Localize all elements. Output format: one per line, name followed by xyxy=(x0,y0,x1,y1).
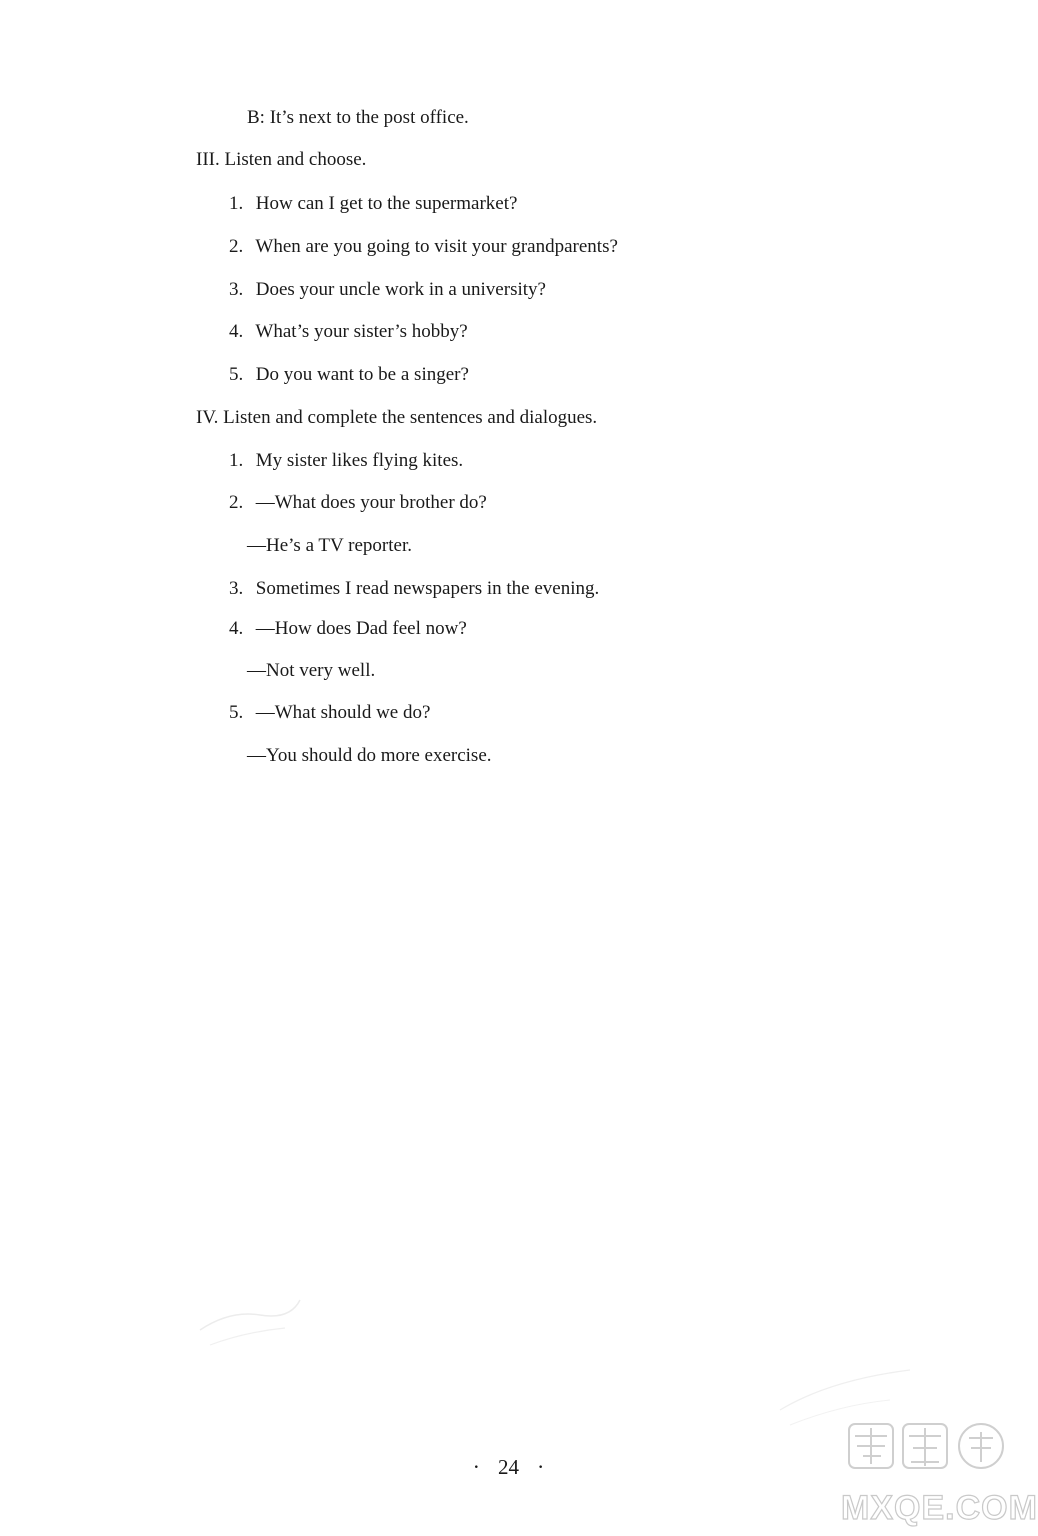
section-4-heading: IV. Listen and complete the sentences and dialogues. xyxy=(196,407,598,428)
section-4-item-3 xyxy=(229,577,599,601)
item-text: —What should we do? xyxy=(255,702,431,723)
item-number: 1. xyxy=(229,450,244,471)
watermark-text: MXQE.COM xyxy=(841,1489,1038,1527)
section-3-heading: III. Listen and choose. xyxy=(196,149,367,170)
dialogue-answer-b: B: It’s next to the post office. xyxy=(247,107,469,128)
item-number: 4. xyxy=(229,618,244,639)
section-3-item-2 xyxy=(229,235,618,259)
item-number: 2. xyxy=(229,492,244,513)
section-4-item-4-reply: —Not very well. xyxy=(247,660,376,681)
section-4-item-5-reply: —You should do more exercise. xyxy=(247,745,492,766)
item-number: 5. xyxy=(229,702,244,723)
item-number: 1. xyxy=(229,193,244,214)
item-text: How can I get to the supermarket? xyxy=(255,193,518,214)
item-number: 4. xyxy=(229,321,244,342)
item-text: Does your uncle work in a university? xyxy=(255,279,546,300)
section-4-item-4 xyxy=(229,617,467,641)
item-text: My sister likes flying kites. xyxy=(255,450,464,471)
section-3-item-1 xyxy=(229,192,517,216)
scan-smudge xyxy=(190,1270,310,1360)
footer-dot-left: · xyxy=(472,1454,480,1479)
site-watermark xyxy=(835,1412,1038,1530)
section-4-item-2 xyxy=(229,491,487,515)
section-4-item-2-reply: —He’s a TV reporter. xyxy=(247,535,412,556)
section-3-item-3 xyxy=(229,278,546,302)
item-number: 5. xyxy=(229,364,244,385)
item-text: When are you going to visit your grandparents? xyxy=(255,236,618,257)
footer-dot-right: · xyxy=(537,1454,545,1479)
section-3-item-4 xyxy=(229,320,468,344)
item-text: Do you want to be a singer? xyxy=(255,364,469,385)
page-number: 24 xyxy=(498,1455,519,1479)
item-number: 3. xyxy=(229,279,244,300)
item-text: Sometimes I read newspapers in the evening. xyxy=(255,578,600,599)
item-number: 2. xyxy=(229,236,244,257)
section-4-item-5 xyxy=(229,701,430,725)
item-number: 3. xyxy=(229,578,244,599)
item-text: —How does Dad feel now? xyxy=(255,618,467,639)
section-4-item-1 xyxy=(229,449,463,473)
section-3-item-5 xyxy=(229,363,469,387)
item-text: —What does your brother do? xyxy=(255,492,487,513)
watermark-logo-icon xyxy=(843,1414,1009,1478)
item-text: What’s your sister’s hobby? xyxy=(255,321,468,342)
